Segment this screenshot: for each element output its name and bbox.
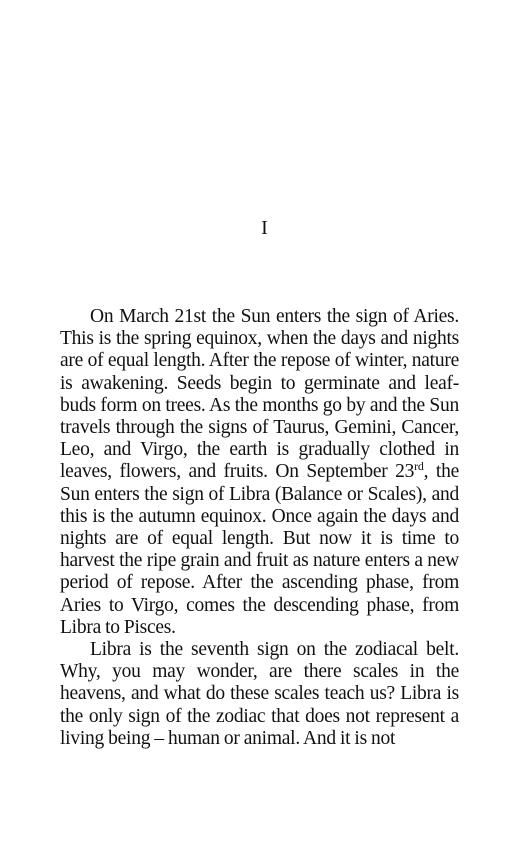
paragraph-2: Libra is the seventh sign on the zodiacal belt. Why, you may wonder, are there scales in the heavens, and what do these scales teach us? Libra is the only sign of the zodiac that does not represent a living being – human or animal. And it is not [60, 639, 459, 749]
paragraph-1 [60, 306, 459, 639]
body-text [60, 306, 459, 750]
paragraph-1-text-start: On March 21st the Sun enters the sign of Aries. This is the spring equinox, when the days and nights are of equal length. After the repose of winter, nature is awakening. Seeds begin to germinate and leaf-buds form on trees. As the months go by and the Sun travels through the signs of Taurus, Gemini, Cancer, Leo, and Virgo, the earth is gradually clothed in leaves, flowers, and fruits. On September 23 [60, 306, 459, 483]
chapter-number: I [261, 217, 268, 239]
paragraph-1-text-end: , the Sun enters the sign of Libra (Balance or Scales), and this is the autumn equinox. Once again the days and nights are of equal length. But now it is time to harvest the ripe grain and fruit as nature enters a new period of repose. After the ascending phase, from Aries to Virgo, comes the descending phase, from Libra to Pisces. [60, 461, 459, 638]
ordinal-suffix: rd [414, 459, 424, 474]
